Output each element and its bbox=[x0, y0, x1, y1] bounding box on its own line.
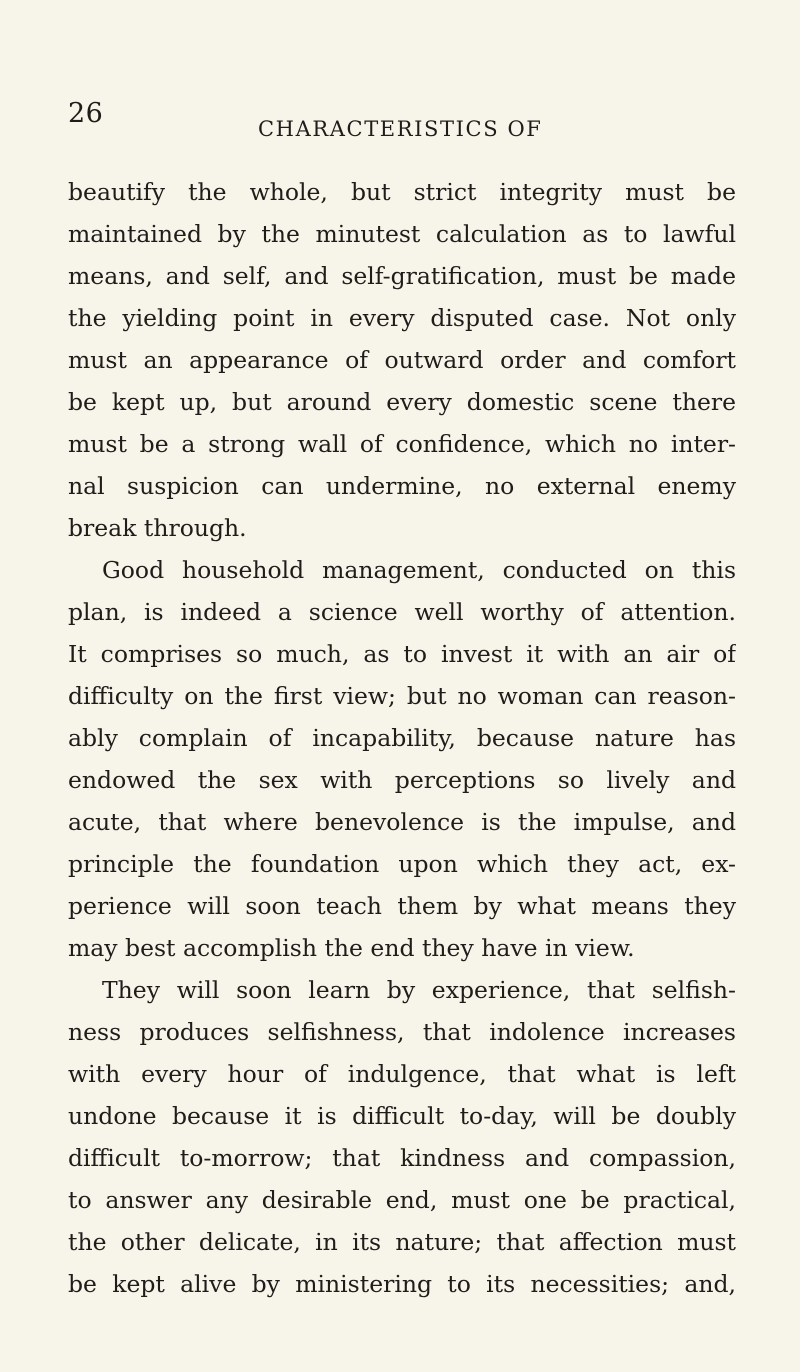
text-line: ness produces selfishness, that indolence increases bbox=[68, 1018, 736, 1046]
text-line: endowed the sex with perceptions so lively and bbox=[68, 766, 736, 794]
text-line: It comprises so much, as to invest it with an air of bbox=[68, 640, 736, 668]
text-line: plan, is indeed a science well worthy of attention. bbox=[68, 598, 736, 626]
text-line: break through. bbox=[68, 514, 247, 542]
text-line: must an appearance of outward order and comfort bbox=[68, 346, 736, 374]
running-head: CHARACTERISTICS OF bbox=[258, 117, 543, 141]
text-line: difficult to-morrow; that kindness and compassion, bbox=[68, 1144, 736, 1172]
text-line: principle the foundation upon which they act, ex- bbox=[68, 850, 736, 878]
text-line: perience will soon teach them by what means they bbox=[68, 892, 736, 920]
text-line: beautify the whole, but strict integrity must be bbox=[68, 178, 736, 206]
text-line: nal suspicion can undermine, no external enemy bbox=[68, 472, 736, 500]
text-line: maintained by the minutest calculation as to lawful bbox=[68, 220, 736, 248]
text-line: may best accomplish the end they have in view. bbox=[68, 934, 635, 962]
text-line: be kept up, but around every domestic scene there bbox=[68, 388, 736, 416]
text-line: acute, that where benevolence is the impulse, and bbox=[68, 808, 736, 836]
text-line: undone because it is difficult to-day, will be doubly bbox=[68, 1102, 736, 1130]
text-line: be kept alive by ministering to its necessities; and, bbox=[68, 1270, 736, 1298]
text-line: the other delicate, in its nature; that affection must bbox=[68, 1228, 736, 1256]
text-line: means, and self, and self-gratification, must be made bbox=[68, 262, 736, 290]
text-line: must be a strong wall of confidence, which no inter- bbox=[68, 430, 736, 458]
text-line: the yielding point in every disputed case. Not only bbox=[68, 304, 736, 332]
page-number: 26 bbox=[68, 98, 104, 129]
body-text bbox=[68, 171, 736, 1305]
paragraph-start: Good household management, conducted on this bbox=[102, 556, 736, 584]
paragraph-start: They will soon learn by experience, that selfish- bbox=[102, 976, 736, 1004]
text-line: to answer any desirable end, must one be practical, bbox=[68, 1186, 736, 1214]
text-line: with every hour of indulgence, that what is left bbox=[68, 1060, 736, 1088]
text-line: ably complain of incapability, because nature has bbox=[68, 724, 736, 752]
text-line: difficulty on the first view; but no woman can reason- bbox=[68, 682, 736, 710]
